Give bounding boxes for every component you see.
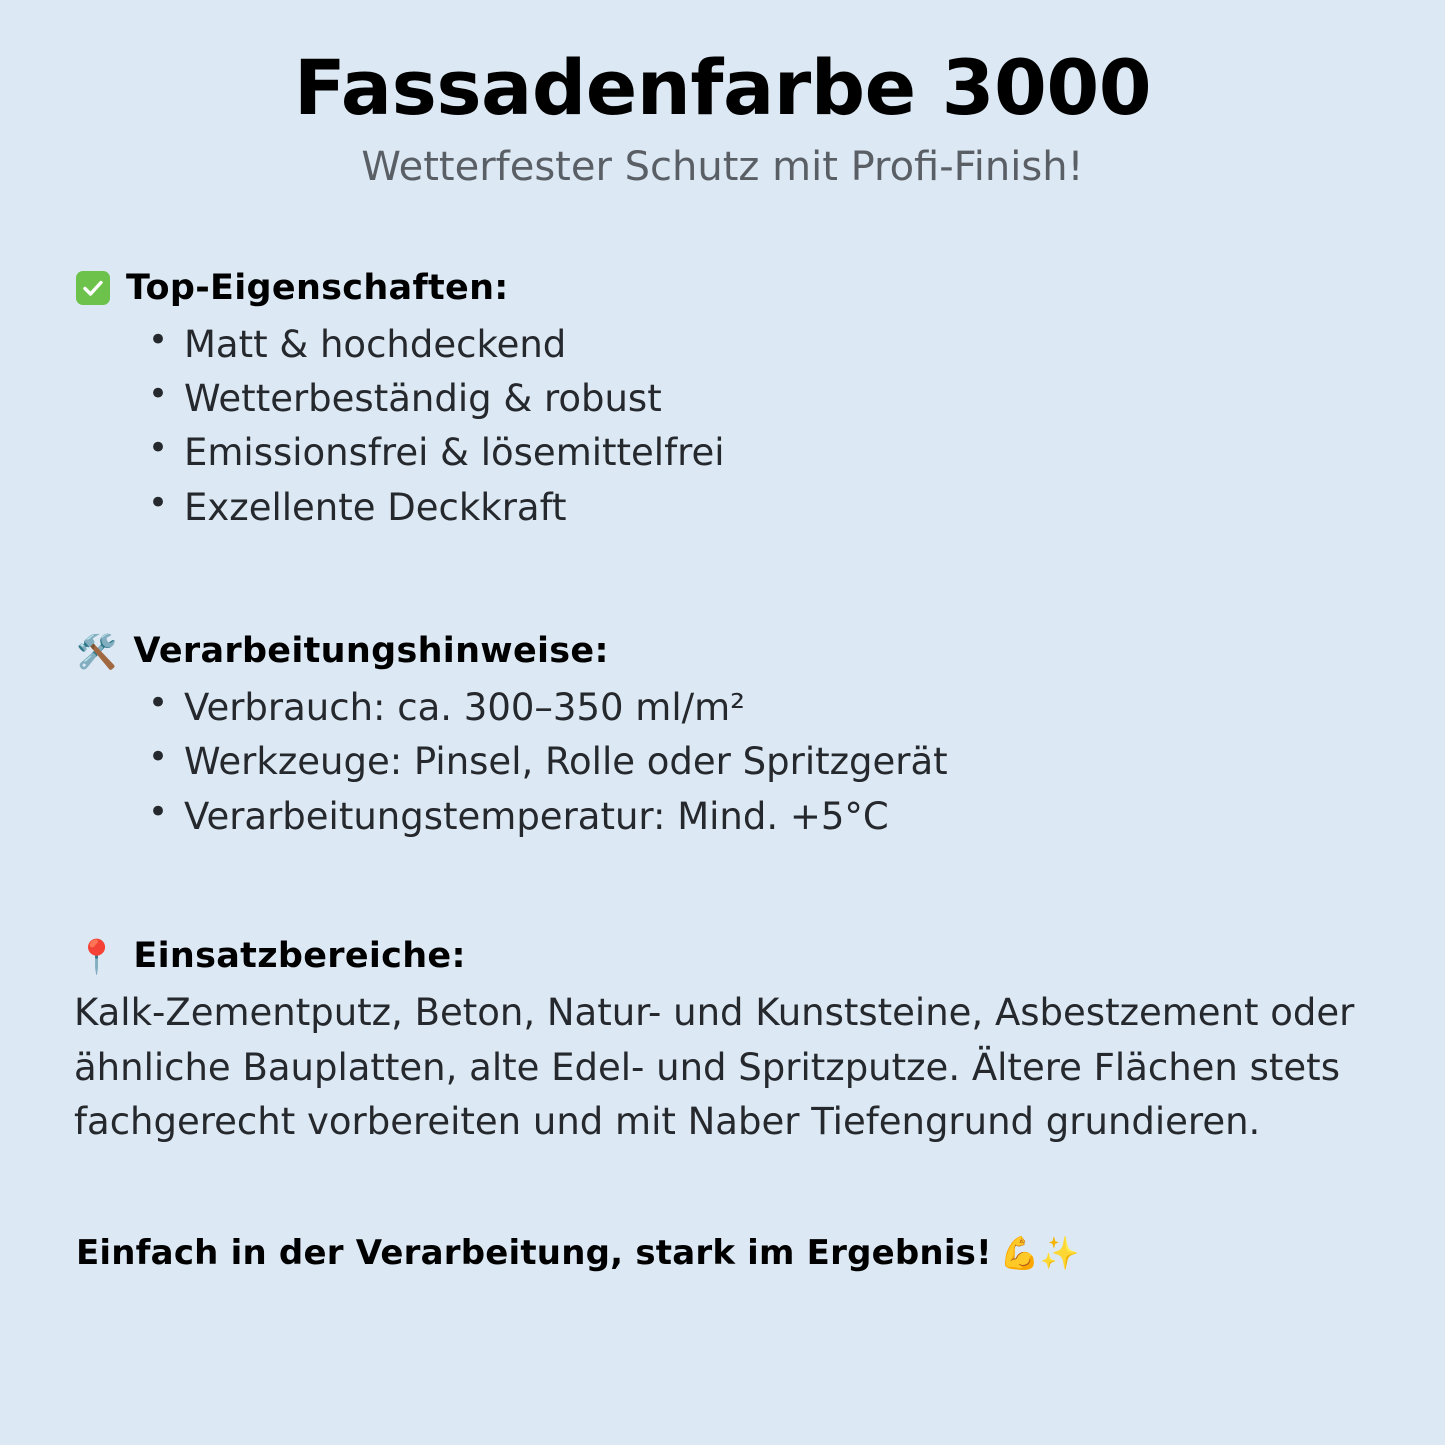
list-item: • Exzellente Deckkraft	[148, 481, 1375, 535]
check-mark-button-icon	[76, 271, 110, 305]
footer-tagline	[70, 1233, 1375, 1273]
section-heading-label: Verarbeitungshinweise:	[133, 631, 609, 672]
feature-list	[70, 318, 1375, 536]
footer-text: Einfach in der Verarbeitung, stark im Ergebnis!	[76, 1233, 992, 1274]
section-heading-verarbeitungshinweise	[70, 631, 1375, 671]
flexed-biceps-sparkles-icon: 💪✨	[999, 1234, 1080, 1273]
section-einsatzbereiche	[70, 936, 1375, 1149]
list-item: • Wetterbeständig & robust	[148, 372, 1375, 426]
page-title: Fassadenfarbe 3000	[293, 43, 1152, 132]
hammer-and-wrench-icon: 🛠️	[76, 631, 118, 671]
application-areas-text: Kalk-Zementputz, Beton, Natur- und Kunststeine, Asbestzement oder ähnliche Bauplatten, alte Edel- und Spritzputze. Ältere Flächen stets fachgerecht vorbereiten und mit Naber Tiefengrund grundieren.	[74, 991, 1355, 1143]
section-top-eigenschaften	[70, 268, 1375, 536]
section-heading-top-eigenschaften	[70, 268, 1375, 308]
list-item: • Matt & hochdeckend	[148, 318, 1375, 372]
spacer	[70, 535, 1375, 631]
list-item: • Werkzeuge: Pinsel, Rolle oder Spritzgerät	[148, 735, 1375, 789]
spacer	[70, 844, 1375, 936]
section-verarbeitungshinweise	[70, 631, 1375, 844]
page-subtitle: Wetterfester Schutz mit Profi-Finish!	[361, 143, 1084, 190]
processing-list	[70, 681, 1375, 844]
section-heading-label: Einsatzbereiche:	[133, 936, 466, 977]
list-item: • Emissionsfrei & lösemittelfrei	[148, 426, 1375, 480]
section-heading-label: Top-Eigenschaften:	[126, 267, 509, 308]
round-pushpin-icon: 📍	[76, 936, 118, 976]
list-item: • Verarbeitungstemperatur: Mind. +5°C	[148, 790, 1375, 844]
section-heading-einsatzbereiche	[70, 936, 1375, 976]
list-item: • Verbrauch: ca. 300–350 ml/m²	[148, 681, 1375, 735]
